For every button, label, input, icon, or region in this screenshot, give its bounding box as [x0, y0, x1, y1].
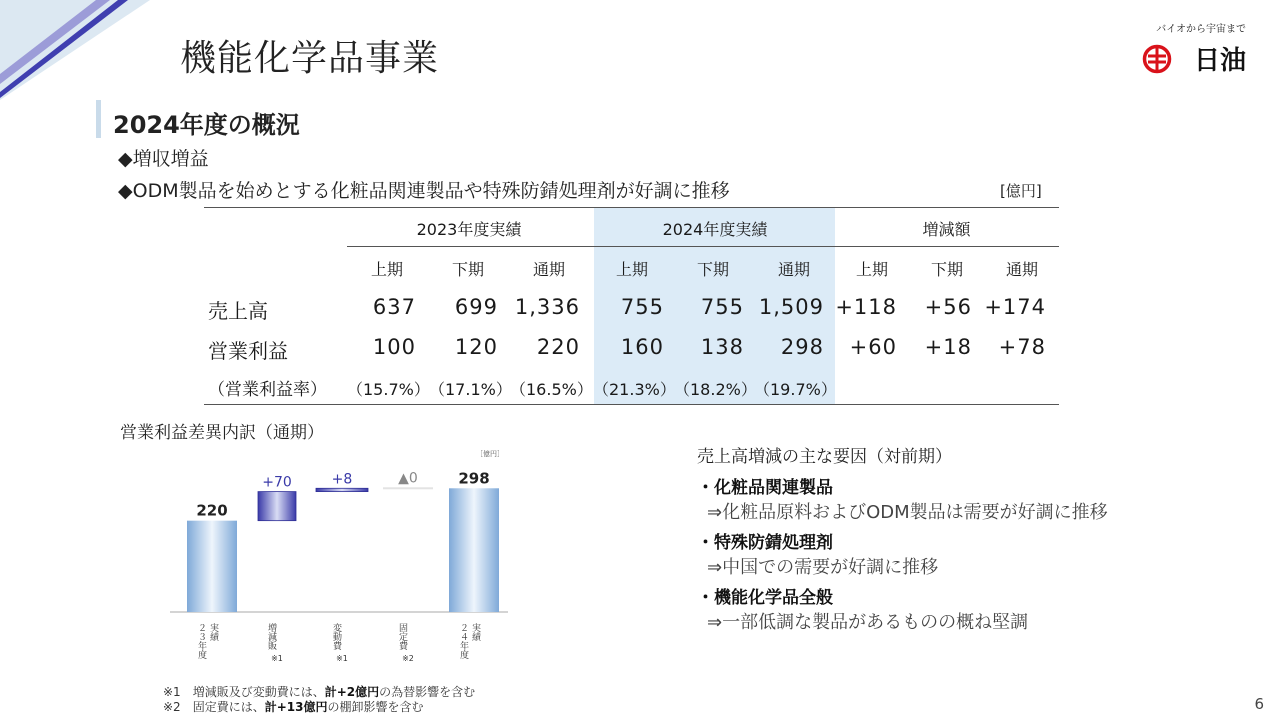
footnote-2-bold: 計+13億円	[264, 700, 328, 714]
table-cell: 755	[700, 295, 744, 319]
subheader-2024-h2: 下期	[696, 260, 729, 279]
table-cell: +60	[849, 335, 897, 359]
table-cell: 298	[780, 335, 824, 359]
table-bottom-rule	[204, 404, 1059, 405]
category-volume	[266, 622, 283, 663]
table-cell: （17.1%）	[429, 380, 512, 399]
profit-waterfall-chart	[150, 445, 530, 675]
bar-volume	[258, 492, 296, 521]
table-cell: （19.7%）	[754, 380, 837, 399]
factor-body-general: ⇒一部低調な製品があるものの概ね堅調	[707, 612, 1029, 633]
factor-head-cosmetics: ・化粧品関連製品	[697, 478, 833, 498]
factor-body-anticorrosion: ⇒中国での需要が好調に推移	[707, 557, 939, 578]
table-cell: 100	[372, 335, 416, 359]
bar-label-variable-cost: +8	[331, 471, 353, 488]
table-cell: （16.5%）	[510, 380, 593, 399]
unit-label: [億円]	[1000, 182, 1042, 200]
category-label-text: ２３年度	[196, 623, 206, 659]
subheader-2023-fy: 通期	[532, 260, 565, 279]
bar-fixed-cost	[383, 487, 433, 489]
category-variable-cost	[331, 622, 348, 663]
category-label-text: 実績	[470, 623, 480, 641]
table-cell: 637	[372, 295, 416, 319]
table-cell: （18.2%）	[674, 380, 757, 399]
bullet-odm-products: ◆ODM製品を始めとする化粧品関連製品や特殊防錆処理剤が好調に推移	[118, 180, 730, 202]
header-fy2024: 2024年度実績	[662, 220, 768, 239]
bar-fy2023	[187, 521, 237, 612]
subheader-2023-h1: 上期	[370, 260, 403, 279]
subheader-2023-h2: 下期	[451, 260, 484, 279]
logo-tagline: バイオから宇宙まで	[1156, 24, 1246, 35]
footnote-1-bold: 計+2億円	[324, 685, 380, 699]
section-title: 2024年度の概況	[113, 111, 300, 139]
factor-head-anticorrosion: ・特殊防錆処理剤	[697, 533, 833, 553]
bar-label-fixed-cost: ▲0	[398, 470, 418, 487]
bar-variable-cost	[316, 488, 368, 491]
row-label-operating-margin: （営業利益率）	[208, 380, 327, 400]
table-cell: +56	[924, 295, 972, 319]
category-label-text: 変動費	[331, 623, 341, 650]
bullet-revenue-profit: ◆増収増益	[118, 148, 209, 170]
category-fixed-cost	[397, 623, 414, 663]
footnote-2	[163, 698, 423, 715]
bar-label-fy2023: 220	[196, 501, 228, 520]
table-cell: （15.7%）	[347, 380, 430, 399]
category-note: ※1	[271, 654, 283, 663]
category-note: ※1	[336, 654, 348, 663]
subheader-change-fy: 通期	[1005, 260, 1038, 279]
sales-factors	[697, 442, 1217, 638]
table-cell: 160	[620, 335, 664, 359]
table-cell: 755	[620, 295, 664, 319]
subheader-2024-fy: 通期	[777, 260, 810, 279]
table-cell: +78	[998, 335, 1046, 359]
footnote-1-tail: の為替影響を含む	[379, 685, 476, 699]
factor-body-cosmetics: ⇒化粧品原料およびODM製品は需要が好調に推移	[707, 502, 1108, 523]
section-accent-bar	[96, 100, 101, 138]
category-fy2024	[458, 622, 481, 659]
table-header-rule	[347, 246, 1059, 247]
logo-name: 日油	[1193, 46, 1246, 76]
footnote-2-tail: の棚卸影響を含む	[327, 700, 424, 714]
results-table	[204, 207, 1059, 406]
subheader-2024-h1: 上期	[615, 260, 648, 279]
table-cell: 220	[536, 335, 580, 359]
table-cell: +118	[835, 295, 897, 319]
bar-label-fy2024: 298	[458, 469, 490, 488]
page-number: 6	[1254, 695, 1264, 713]
chart-unit: ［億円］	[476, 450, 504, 458]
logo-mark-icon	[1142, 44, 1172, 74]
page-title: 機能化学品事業	[180, 38, 440, 79]
row-label-sales: 売上高	[208, 299, 268, 323]
company-logo	[1136, 20, 1246, 76]
header-change: 増減額	[922, 220, 971, 239]
bar-label-volume: +70	[262, 474, 292, 491]
table-cell: 1,336	[514, 295, 580, 319]
table-cell: 699	[454, 295, 498, 319]
factors-title: 売上高増減の主な要因（対前期）	[697, 447, 952, 467]
category-note: ※2	[402, 654, 414, 663]
category-label-text: 固定費	[397, 623, 407, 650]
table-cell: +18	[924, 335, 972, 359]
corner-decoration	[0, 0, 160, 100]
footnote-2-text: ※2 固定費には、	[163, 700, 265, 714]
bar-fy2024	[449, 488, 499, 612]
table-cell: +174	[984, 295, 1046, 319]
table-top-rule	[204, 207, 1059, 208]
subheader-change-h2: 下期	[930, 260, 963, 279]
category-fy2023	[196, 622, 219, 659]
table-cell: 1,509	[758, 295, 824, 319]
category-label-text: ２４年度	[458, 623, 468, 659]
subheader-change-h1: 上期	[855, 260, 888, 279]
footnote-1-text: ※1 増減販及び変動費には、	[163, 685, 325, 699]
category-label-text: 実績	[208, 623, 218, 641]
table-cell: （21.3%）	[593, 380, 676, 399]
category-label-text: 増減販	[266, 623, 276, 650]
table-cell: 120	[454, 335, 498, 359]
factor-head-general: ・機能化学品全般	[697, 588, 833, 608]
row-label-operating-profit: 営業利益	[208, 339, 288, 363]
header-fy2023: 2023年度実績	[416, 220, 522, 239]
chart-title: 営業利益差異内訳（通期）	[120, 423, 324, 443]
table-cell: 138	[700, 335, 744, 359]
